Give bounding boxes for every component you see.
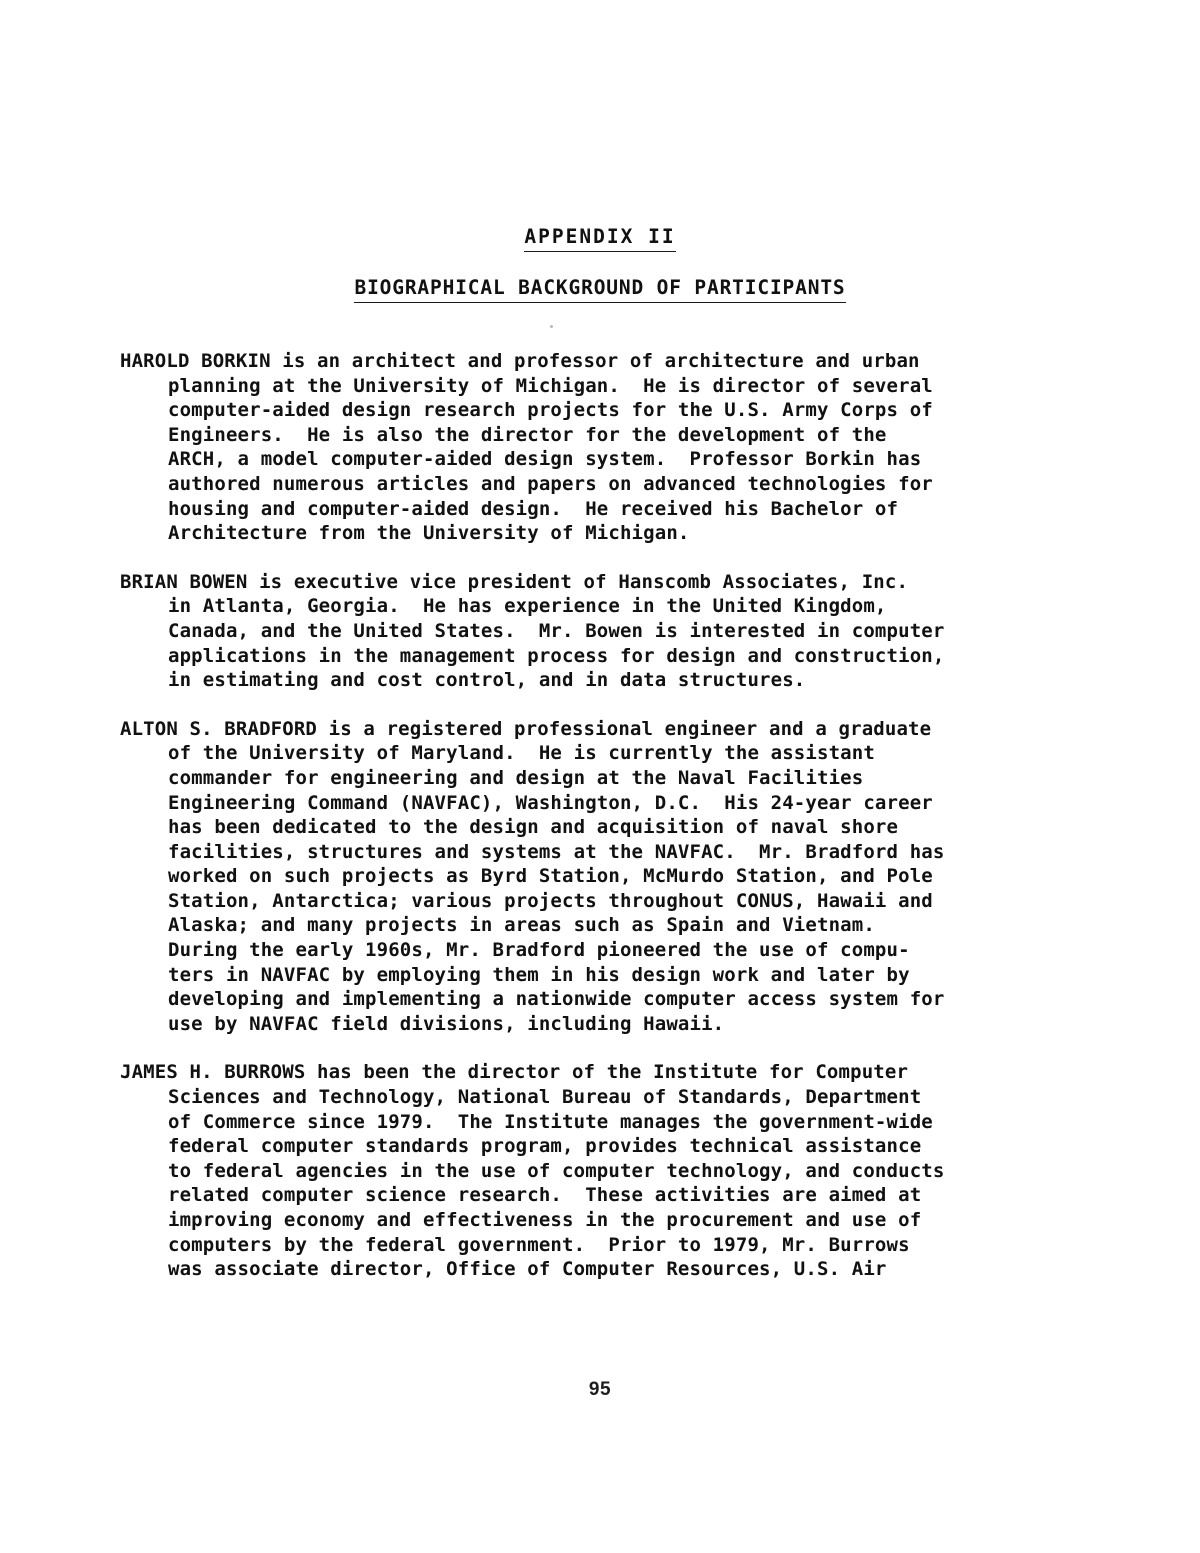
section-heading	[0, 275, 1200, 303]
biography-entry-line: of the University of Maryland. He is currently the assistant	[168, 742, 875, 765]
biography-entry-line: of Commerce since 1979. The Institute manages the government-wide	[168, 1110, 933, 1133]
biography-entry-line: Alaska; and many projects in areas such as Spain and Vietnam.	[168, 914, 875, 937]
biography-entry-line: applications in the management process for design and construction,	[168, 644, 945, 667]
biography-entry-line: developing and implementing a nationwide computer access system for	[168, 988, 945, 1011]
biography-entry-line: Engineering Command (NAVFAC), Washington, D.C. His 24-year career	[168, 791, 933, 814]
biography-entry	[120, 1060, 1080, 1281]
biography-entry-first-line: JAMES H. BURROWS has been the director of the Institute for Computer	[120, 1061, 909, 1084]
biography-entry-line: Engineers. He is also the director for the development of the	[168, 423, 887, 446]
biography-entry-line: facilities, structures and systems at the NAVFAC. Mr. Bradford has	[168, 840, 945, 863]
biography-entry-line: Architecture from the University of Michigan.	[168, 522, 690, 545]
biography-entry-line: Sciences and Technology, National Bureau of Standards, Department	[168, 1086, 922, 1109]
biography-entry-line: related computer science research. These activities are aimed at	[168, 1184, 922, 1207]
biography-entry-line: was associate director, Office of Computer Resources, U.S. Air	[168, 1258, 887, 1281]
biography-entry-line: ters in NAVFAC by employing them in his design work and later by	[168, 963, 910, 986]
biography-list	[120, 349, 1080, 1306]
biography-entry-first-line: BRIAN BOWEN is executive vice president of Hanscomb Associates, Inc.	[120, 570, 909, 593]
biography-entry-line: in Atlanta, Georgia. He has experience in the United Kingdom,	[168, 595, 887, 618]
biography-entry-line: ARCH, a model computer-aided design system. Professor Borkin has	[168, 448, 922, 471]
biography-entry-line: use by NAVFAC field divisions, including Hawaii.	[168, 1012, 725, 1035]
biography-entry-line: Station, Antarctica; various projects throughout CONUS, Hawaii and	[168, 889, 933, 912]
page-number: 95	[588, 1379, 612, 1400]
biography-entry-first-line: HAROLD BORKIN is an architect and professor of architecture and urban	[120, 350, 920, 372]
appendix-heading	[0, 224, 1200, 252]
biography-entry-line: commander for engineering and design at the Naval Facilities	[168, 766, 864, 789]
biography-entry-line: federal computer standards program, provides technical assistance	[168, 1135, 922, 1158]
biography-entry-line: in estimating and cost control, and in data structures.	[168, 669, 806, 692]
scan-artifact-speck	[550, 325, 553, 328]
biography-entry-line: computer-aided design research projects for the U.S. Army Corps of	[168, 399, 933, 422]
biography-entry-line: During the early 1960s, Mr. Bradford pioneered the use of compu-	[168, 939, 910, 962]
biography-entry-line: planning at the University of Michigan. He is director of several	[168, 374, 933, 397]
biography-entry-line: housing and computer-aided design. He received his Bachelor of	[168, 497, 899, 520]
biography-entry-line: to federal agencies in the use of computer technology, and conducts	[168, 1159, 945, 1182]
biography-entry	[120, 349, 1080, 546]
section-heading-text: BIOGRAPHICAL BACKGROUND OF PARTICIPANTS	[354, 275, 845, 303]
biography-entry	[120, 570, 1080, 693]
biography-entry	[120, 717, 1080, 1037]
biography-entry-line: has been dedicated to the design and acquisition of naval shore	[168, 816, 899, 839]
biography-entry-line: Canada, and the United States. Mr. Bowen is interested in computer	[168, 619, 945, 642]
biography-entry-first-line: ALTON S. BRADFORD is a registered professional engineer and a graduate	[120, 717, 932, 740]
biography-entry-line: worked on such projects as Byrd Station, McMurdo Station, and Pole	[168, 865, 933, 888]
appendix-heading-text: APPENDIX II	[524, 224, 675, 252]
biography-entry-line: improving economy and effectiveness in the procurement and use of	[168, 1209, 922, 1231]
biography-entry-line: authored numerous articles and papers on advanced technologies for	[168, 472, 933, 495]
biography-entry-line: computers by the federal government. Prior to 1979, Mr. Burrows	[168, 1233, 910, 1256]
